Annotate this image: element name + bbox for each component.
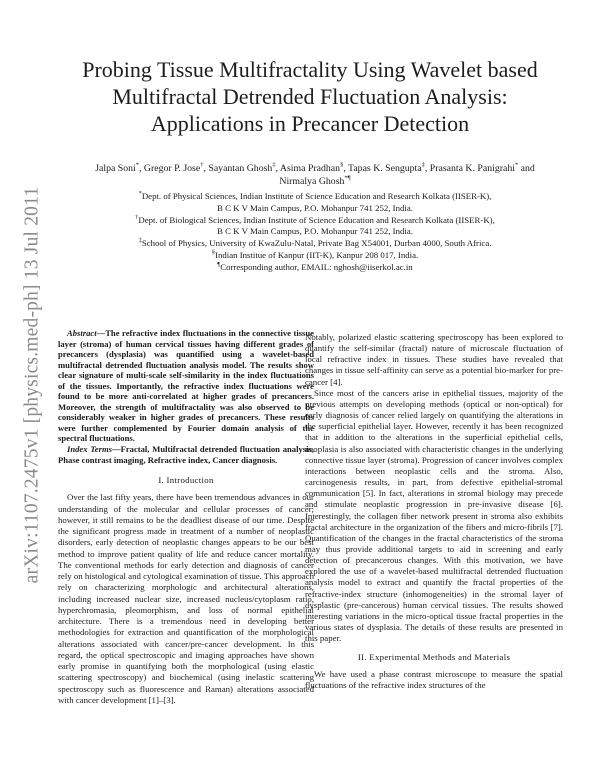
abstract-text: —The refractive index fluctuations in the connective tissue layer (stroma) of human cervical tissues having different grades of precancers (dysplasia) was quantified using a wavelet-based multifractal detrended fluctuation analysis model. The results show clear signature of multi-scale self-similarity in the index fluctuations of the tissues. Importantly, the refractive index fluctuations were found to be more anti-correlated at higher grades of precancers. Moreover, the strength of multifractality was also observed to be considerably weaker in higher grades of precancers. These results were further complemented by Fourier domain analysis of the spectral fluctuations.	[58, 328, 314, 444]
right-column	[305, 332, 563, 691]
abstract-label: Abstract	[67, 328, 97, 338]
paper-title	[40, 56, 580, 137]
abstract	[58, 328, 314, 444]
affiliation-2-address: B C K V Main Campus, P.O. Mohanpur 741 252, India.	[217, 226, 413, 237]
section-2-heading: II. Experimental Methods and Materials	[357, 652, 511, 663]
index-terms-label: Index Terms	[67, 444, 112, 455]
right-paragraph-1: Notably, polarized elastic scattering spectroscopy has been explored to quantify the self-similar (fractal) nature of microscale fluctuation of local refractive index in tissues. These studies have revealed that changes in tissue self-affinity can serve as a potential bio-marker for pre-cancer [4].	[305, 332, 563, 387]
authors-line-1: Jalpa Soni*, Gregor P. Jose†, Sayantan Ghosh‡, Asima Pradhan§, Tapas K. Sengupta‡, Prasanta K. Panigrahi* and	[95, 161, 535, 174]
affiliation-2: †Dept. of Biological Sciences, Indian Institute of Science Education and Research Kolkata (IISER-K),	[135, 213, 495, 225]
affiliation-3: ‡School of Physics, University of KwaZulu-Natal, Private Bag X54001, Durban 4000, South Africa.	[138, 237, 492, 249]
right-paragraph-2: Since most of the cancers arise in epithelial tissues, majority of the previous attempts on developing methods (optical or non-optical) for early diagnosis of cancer relied largely on quantifying the alterations in the superficial epithelial layer. However, recently it has been recognized that in addition to the alterations in the superficial epithelial cells, neoplasia is also associated with characteristic changes in the underlying connective tissue layer (stroma). Progression of cancer involves complex interactions between neoplastic cells and the stroma. Also, carcinogenesis results, in part, from defective epithelial-stromal communication [5]. In fact, alterations in stromal biology may precede and stimulate neoplastic progression in pre-invasive disease [6]. Interestingly, the collagen fiber network present in stroma also exhibits fractal architecture in the organization of the fibers and micro-fibrils [7]. Quantification of the changes in the fractal characteristics of the stroma may thus provide additional targets to aid in screening and early detection of precancerous changes. With this motivation, we have explored the use of a wavelet-based multifractal detrended fluctuation analysis model to extract and quantify the fractal properties of the refractive-index structure (inhomogeneities) in the stromal layer of dysplastic (pre-cancerous) human cervical tissues. The results showed interesting variations in the micro-optical tissue fractal properties in the various states of dysplasia. The details of these results are presented in this paper.	[305, 387, 563, 644]
title-line-1: Probing Tissue Multifractality Using Wavelet based	[82, 57, 538, 82]
right-paragraph-3: We have used a phase contrast microscope to measure the spatial fluctuations of the refractive index structures of the	[305, 668, 563, 690]
title-line-3: Applications in Precancer Detection	[150, 111, 470, 136]
left-column	[58, 328, 314, 706]
arxiv-id-text: arXiv:1107.2475v1 [physics.med-ph] 13 Jul 2011	[21, 186, 43, 584]
affiliation-1-address: B C K V Main Campus, P.O. Mohanpur 741 252, India.	[217, 202, 413, 213]
arxiv-identifier	[8, 170, 56, 600]
author-list	[60, 162, 570, 188]
affiliation-1: *Dept. of Physical Sciences, Indian Institute of Science Education and Research Kolkata (IISER-K),	[138, 190, 492, 201]
affiliation-4: §Indian Institue of Kanpur (IIT-K), Kanpur 208 017, India.	[211, 249, 419, 260]
intro-paragraph-1: Over the last fifty years, there have been tremendous advances in our understanding of the molecular and cellular processes of cancer; however, it still remains to be the deadliest disease of our time. Despite the significant progress made in treatment of a number of neoplastic disorders, early detection of neoplastic changes appears to be our best method to improve patient quality of life and reduce cancer mortality. The conventional methods for early detection and diagnosis of cancer rely on histological and cytological examination of tissue. This approach rely on characterizing morphologic and architectural alterations, including increased nuclear size, increased nucleus/cytoplasm ratio, hyperchromasia, pleomorphism, and loss of normal epithelial architecture. There is a tremendous need in developing better methodologies for extraction and quantification of the morphological alterations associated with cancer/pre-cancer development. In this regard, the optical spectroscopic and imaging approaches have shown early promise in quantifying both the morphological (using elastic scattering spectroscopy) and biochemical (using inelastic scattering spectroscopy such as fluorescence and Raman) alterations associated with cancer development [1]–[3].	[58, 492, 314, 705]
title-line-2: Multifractal Detrended Fluctuation Analysis:	[112, 84, 508, 109]
index-terms-text: —Fractal, Multifractal detrended fluctuation analysis, Phase contrast imaging, Refractive index, Cancer diagnosis.	[58, 444, 314, 465]
affiliations	[60, 191, 570, 274]
section-1-heading: I. Introduction	[158, 475, 214, 486]
corresponding-author: ¶Corresponding author, EMAIL: nghosh@iiserkol.ac.in	[217, 260, 413, 272]
index-terms	[58, 444, 314, 465]
authors-line-2: Nirmalya Ghosh*¶	[279, 174, 351, 187]
